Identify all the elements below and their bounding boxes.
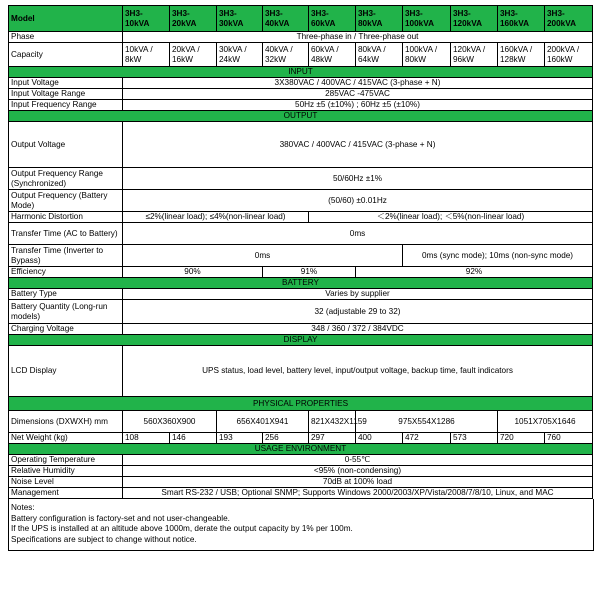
row-label: Relative Humidity — [9, 466, 123, 477]
row-label: Noise Level — [9, 477, 123, 488]
lcd-display-row — [9, 346, 593, 397]
capacity-value: 40kVA / 32kW — [263, 43, 309, 67]
dimension-value: 821X432X1159 — [309, 411, 356, 433]
spec-sheet — [8, 5, 592, 551]
row-value: <95% (non-condensing) — [123, 466, 593, 477]
input-voltage-row — [9, 78, 593, 89]
row-label: Output Voltage — [9, 122, 123, 168]
notes-box — [8, 499, 594, 551]
section-title: BATTERY — [9, 278, 593, 289]
section-title: DISPLAY — [9, 335, 593, 346]
section-title: INPUT — [9, 67, 593, 78]
section-output — [9, 111, 593, 122]
row-label: Transfer Time (Inverter to Bypass) — [9, 245, 123, 267]
model-name: 3H3-60kVA — [309, 6, 356, 32]
section-title: USAGE ENVIRONMENT — [9, 444, 593, 455]
row-label: Output Frequency (Battery Mode) — [9, 190, 123, 212]
capacity-value: 100kVA / 80kW — [403, 43, 451, 67]
dimension-value: 560X360X900 — [123, 411, 217, 433]
capacity-value: 30kVA / 24kW — [217, 43, 263, 67]
weight-value: 400 — [356, 433, 403, 444]
operating-temperature-row — [9, 455, 593, 466]
capacity-value: 200kVA / 160kW — [545, 43, 593, 67]
row-value: UPS status, load level, battery level, input/output voltage, backup time, fault indicators — [123, 346, 593, 397]
dimension-value: 1051X705X1646 — [498, 411, 593, 433]
weight-value: 472 — [403, 433, 451, 444]
row-label: Input Frequency Range — [9, 100, 123, 111]
section-battery — [9, 278, 593, 289]
weight-value: 297 — [309, 433, 356, 444]
weight-value: 193 — [217, 433, 263, 444]
row-label: Battery Type — [9, 289, 123, 300]
row-label: Dimensions (DXWXH) mm — [9, 411, 123, 433]
battery-quantity-row — [9, 300, 593, 324]
row-label: Transfer Time (AC to Battery) — [9, 223, 123, 245]
row-value: 0ms (sync mode); 10ms (non-sync mode) — [403, 245, 593, 267]
capacity-value: 20kVA / 16kW — [170, 43, 217, 67]
charging-voltage-row — [9, 324, 593, 335]
row-value: 0-55℃ — [123, 455, 593, 466]
capacity-value: 160kVA / 128kW — [498, 43, 545, 67]
row-label: LCD Display — [9, 346, 123, 397]
dimensions-row — [9, 411, 593, 433]
row-label: Input Voltage — [9, 78, 123, 89]
output-voltage-row — [9, 122, 593, 168]
section-environment — [9, 444, 593, 455]
dimension-value: 656X401X941 — [217, 411, 309, 433]
model-name: 3H3-30kVA — [217, 6, 263, 32]
row-label: Net Weight (kg) — [9, 433, 123, 444]
header-row — [9, 6, 593, 32]
row-label: Efficiency — [9, 267, 123, 278]
section-display — [9, 335, 593, 346]
row-label: Battery Quantity (Long-run models) — [9, 300, 123, 324]
spec-table — [8, 5, 593, 499]
row-label: Charging Voltage — [9, 324, 123, 335]
row-label: Input Voltage Range — [9, 89, 123, 100]
weight-value: 146 — [170, 433, 217, 444]
noise-level-row — [9, 477, 593, 488]
row-value: 348 / 360 / 372 / 384VDC — [123, 324, 593, 335]
model-name: 3H3-100kVA — [403, 6, 451, 32]
weight-value: 760 — [545, 433, 593, 444]
row-value: 0ms — [123, 245, 403, 267]
row-value: 91% — [263, 267, 356, 278]
weight-value: 256 — [263, 433, 309, 444]
row-value: ≤2%(linear load); ≤4%(non-linear load) — [123, 212, 309, 223]
model-name: 3H3-80kVA — [356, 6, 403, 32]
model-name: 3H3-40kVA — [263, 6, 309, 32]
capacity-row — [9, 43, 593, 67]
section-title: OUTPUT — [9, 111, 593, 122]
weight-value: 720 — [498, 433, 545, 444]
row-value: Varies by supplier — [123, 289, 593, 300]
input-frequency-range-row — [9, 100, 593, 111]
row-value: 50/60Hz ±1% — [123, 168, 593, 190]
row-value: 3X380VAC / 400VAC / 415VAC (3-phase + N) — [123, 78, 593, 89]
management-row — [9, 488, 593, 499]
output-freq-sync-row — [9, 168, 593, 190]
row-label: Harmonic Distortion — [9, 212, 123, 223]
output-freq-battery-row — [9, 190, 593, 212]
weight-value: 108 — [123, 433, 170, 444]
note-line: Specifications are subject to change without notice. — [11, 534, 197, 544]
row-value: 92% — [356, 267, 593, 278]
row-label: Management — [9, 488, 123, 499]
model-name: 3H3-20kVA — [170, 6, 217, 32]
model-label: Model — [9, 6, 123, 32]
row-label: Capacity — [9, 43, 123, 67]
note-line: Battery configuration is factory-set and not user-changeable. — [11, 513, 230, 523]
row-value: 32 (adjustable 29 to 32) — [123, 300, 593, 324]
model-name: 3H3-200kVA — [545, 6, 593, 32]
row-value: 0ms — [123, 223, 593, 245]
phase-row — [9, 32, 593, 43]
section-physical — [9, 397, 593, 411]
weight-value: 573 — [451, 433, 498, 444]
row-label: Output Frequency Range (Synchronized) — [9, 168, 123, 190]
transfer-ac-battery-row — [9, 223, 593, 245]
row-value: Three-phase in / Three-phase out — [123, 32, 593, 43]
row-label: Operating Temperature — [9, 455, 123, 466]
model-name: 3H3-160kVA — [498, 6, 545, 32]
dimension-value: 975X554X1286 — [356, 411, 498, 433]
capacity-value: 60kVA / 48kW — [309, 43, 356, 67]
row-value: Smart RS-232 / USB; Optional SNMP; Supports Windows 2000/2003/XP/Vista/2008/7/8/10, Linux, and MAC — [123, 488, 593, 499]
model-name: 3H3-10kVA — [123, 6, 170, 32]
section-input — [9, 67, 593, 78]
capacity-value: 120kVA / 96kW — [451, 43, 498, 67]
harmonic-distortion-row — [9, 212, 593, 223]
row-value: ＜2%(linear load); ＜5%(non-linear load) — [309, 212, 593, 223]
notes-title: Notes: — [11, 503, 35, 512]
net-weight-row — [9, 433, 593, 444]
section-title: PHYSICAL PROPERTIES — [9, 397, 593, 411]
input-voltage-range-row — [9, 89, 593, 100]
transfer-inverter-bypass-row — [9, 245, 593, 267]
capacity-value: 10kVA / 8kW — [123, 43, 170, 67]
battery-type-row — [9, 289, 593, 300]
row-value: 380VAC / 400VAC / 415VAC (3-phase + N) — [123, 122, 593, 168]
note-line: If the UPS is installed at an altitude above 1000m, derate the output capacity by 1% per 100m. — [11, 524, 353, 534]
row-value: (50/60) ±0.01Hz — [123, 190, 593, 212]
row-value: 285VAC -475VAC — [123, 89, 593, 100]
row-label: Phase — [9, 32, 123, 43]
row-value: 70dB at 100% load — [123, 477, 593, 488]
capacity-value: 80kVA / 64kW — [356, 43, 403, 67]
model-name: 3H3-120kVA — [451, 6, 498, 32]
relative-humidity-row — [9, 466, 593, 477]
efficiency-row — [9, 267, 593, 278]
row-value: 50Hz ±5 (±10%) ; 60Hz ±5 (±10%) — [123, 100, 593, 111]
row-value: 90% — [123, 267, 263, 278]
